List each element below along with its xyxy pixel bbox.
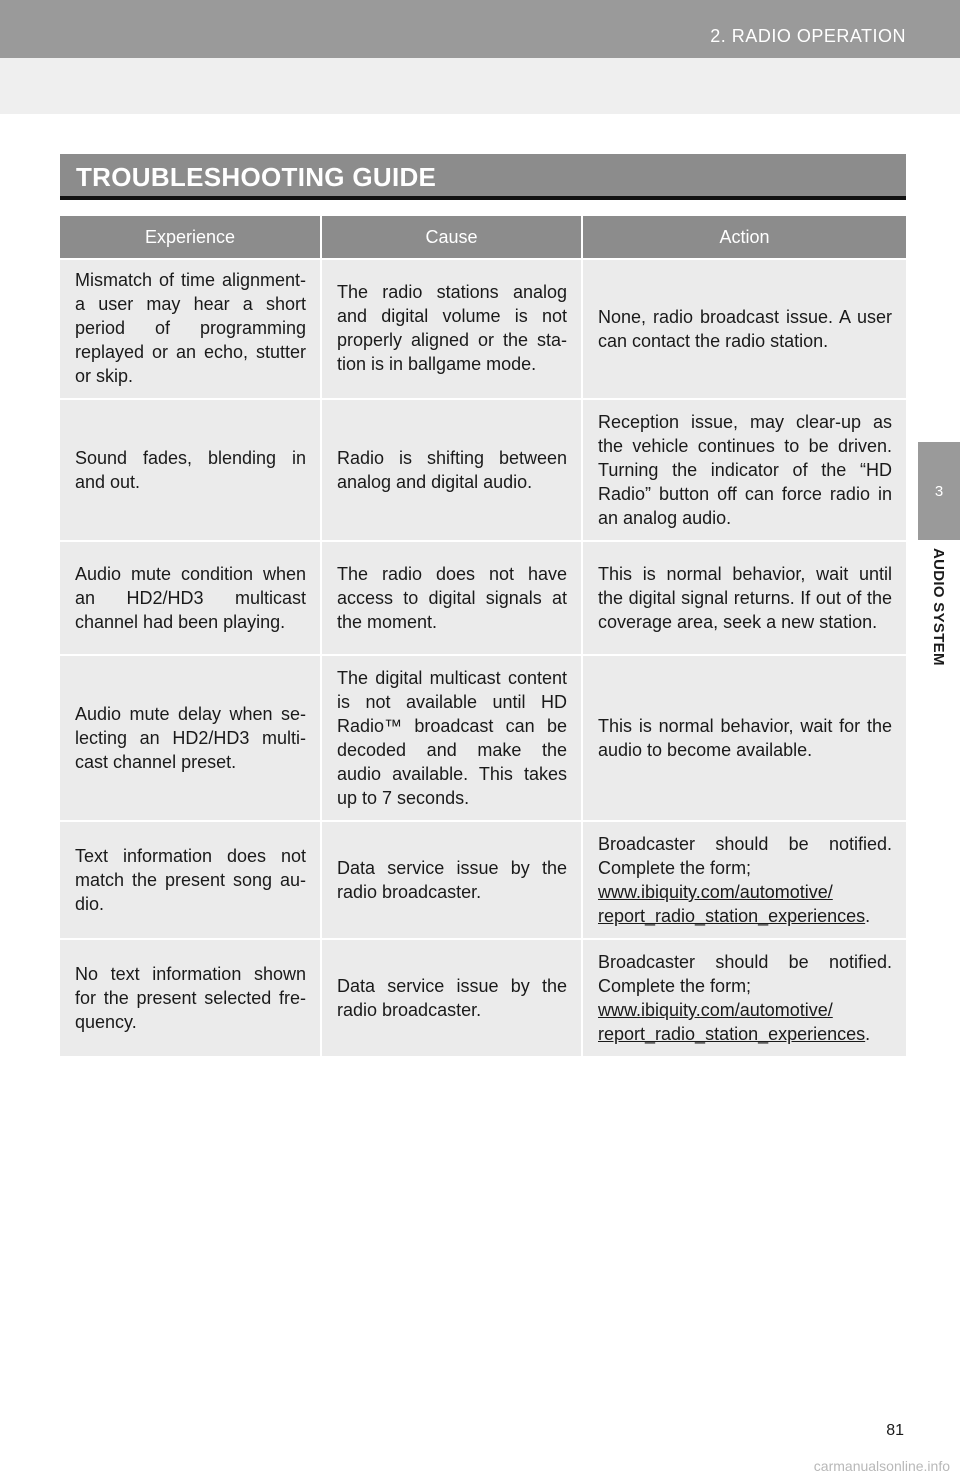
cause-cell: Data service issue by the radio broadcaster.: [321, 939, 582, 1056]
column-header-cause: Cause: [321, 216, 582, 259]
table-row: [60, 259, 906, 399]
action-cell: [582, 821, 906, 939]
experience-cell: Audio mute condition when an HD2/HD3 multicast channel had been playing.: [60, 541, 321, 655]
action-cell: This is normal behavior, wait until the digital signal returns. If out of the coverage area, seek a new station.: [582, 541, 906, 655]
action-cell: This is normal behavior, wait for the audio to become available.: [582, 655, 906, 821]
troubleshooting-table: [60, 216, 906, 1056]
link-part-domain: www.ibiquity.com/automotive/: [598, 882, 833, 902]
cause-cell: Radio is shifting between analog and digital audio.: [321, 399, 582, 541]
experience-cell: Mismatch of time alignment- a user may hear a short period of programming replayed or an echo, stutter or skip.: [60, 259, 321, 399]
header-bar: [0, 0, 960, 58]
chapter-tab-number: 3: [918, 442, 960, 540]
link-part-domain: www.ibiquity.com/automotive/: [598, 1000, 833, 1020]
page-title: TROUBLESHOOTING GUIDE: [76, 162, 437, 192]
action-cell: None, radio broadcast issue. A user can contact the radio station.: [582, 259, 906, 399]
cause-cell: Data service issue by the radio broadcaster.: [321, 821, 582, 939]
experience-cell: Sound fades, blending in and out.: [60, 399, 321, 541]
cause-cell: The digital multicast content is not available until HD Radio™ broadcast can be decoded and make the audio available. This takes up to 7 seconds.: [321, 655, 582, 821]
report-form-link[interactable]: [598, 882, 865, 926]
action-end: .: [865, 1024, 871, 1044]
action-cell: Reception issue, may clear-up as the vehicle continues to be driven. Turning the indicator of the “HD Radio” button off can force radio in an analog audio.: [582, 399, 906, 541]
experience-cell: No text information shown for the present selected frequency.: [60, 939, 321, 1056]
watermark: carmanualsonline.info: [813, 1458, 950, 1474]
action-text: Broadcaster should be notified. Complete the form;: [598, 952, 892, 996]
table-row: [60, 399, 906, 541]
column-header-action: Action: [582, 216, 906, 259]
chapter-tab-label: [918, 540, 960, 720]
table-row: [60, 939, 906, 1056]
column-header-experience: Experience: [60, 216, 321, 259]
cause-cell: The radio stations analog and digital volume is not properly aligned or the station is in ballgame mode.: [321, 259, 582, 399]
report-form-link[interactable]: [598, 1000, 865, 1044]
link-part-path: report_radio_station_experiences: [598, 906, 866, 926]
table-header-row: [60, 216, 906, 259]
table-row: [60, 541, 906, 655]
action-text: Broadcaster should be notified. Complete the form;: [598, 834, 892, 878]
cause-cell: The radio does not have access to digital signals at the moment.: [321, 541, 582, 655]
page-title-box: [60, 154, 906, 200]
chapter-label-text: AUDIO SYSTEM: [930, 548, 947, 666]
action-cell: [582, 939, 906, 1056]
action-end: .: [865, 906, 871, 926]
table-row: [60, 655, 906, 821]
link-part-path: report_radio_station_experiences: [598, 1024, 866, 1044]
page-number: 81: [886, 1422, 904, 1439]
section-header: 2. RADIO OPERATION: [710, 26, 906, 46]
experience-cell: Text information does not match the present song audio.: [60, 821, 321, 939]
experience-cell: Audio mute delay when selecting an HD2/HD3 multicast channel preset.: [60, 655, 321, 821]
table-row: [60, 821, 906, 939]
